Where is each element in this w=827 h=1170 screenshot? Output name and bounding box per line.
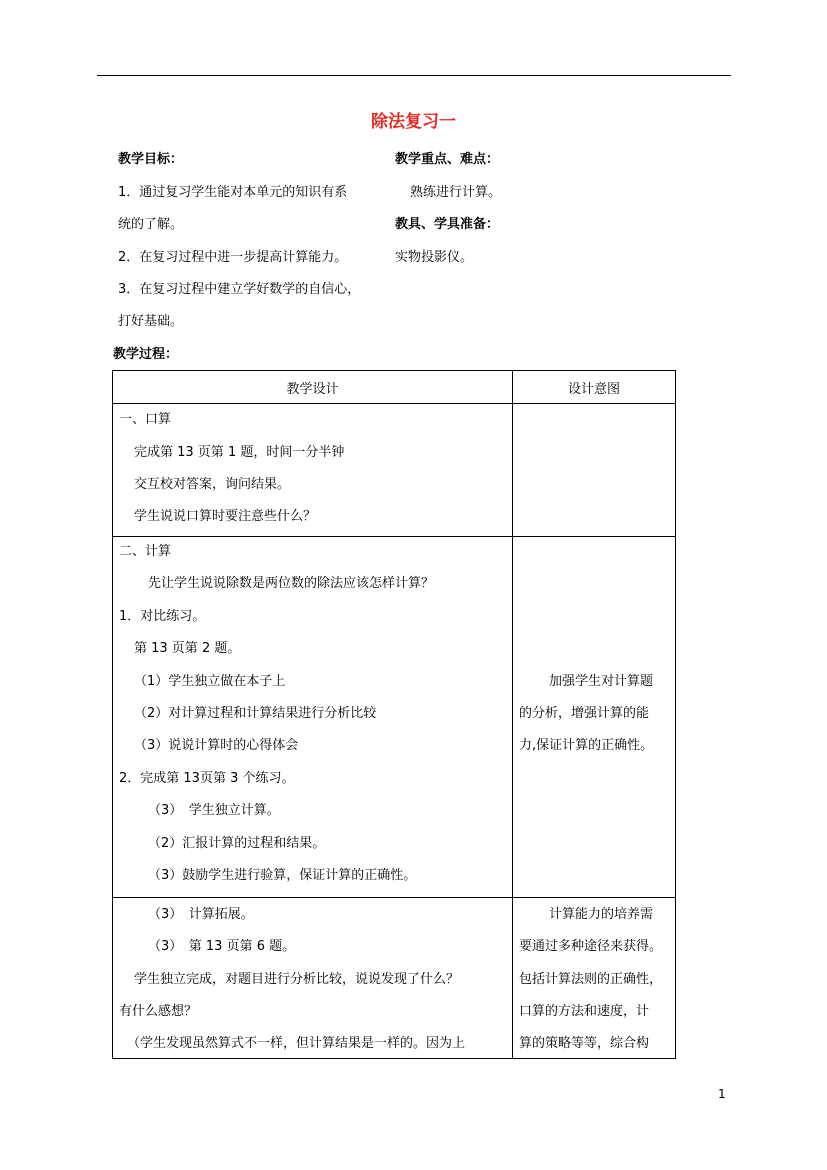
table-row: [113, 404, 676, 537]
section-line: （2）对计算过程和计算结果进行分析比较: [134, 706, 377, 721]
section-line: （学生发现虽然算式不一样，但计算结果是一样的。因为上: [127, 1036, 466, 1051]
intent-line: 包括计算法则的正确性，: [519, 972, 663, 987]
materials-heading: 教具、学具准备：: [395, 217, 500, 232]
process-table: [112, 370, 676, 1059]
section-line: 先让学生说说除数是两位数的除法应该怎样计算？: [148, 576, 435, 591]
section-line: （2）汇报计算的过程和结果。: [148, 836, 326, 851]
keypoints-heading: 教学重点、难点：: [395, 152, 500, 167]
section-line: 完成第 13 页第 1 题，时间一分半钟: [134, 445, 345, 460]
objective-line: 统的了解。: [118, 217, 184, 232]
objective-line: 1．通过复习学生能对本单元的知识有系: [118, 185, 348, 200]
intent-line: 加强学生对计算题: [549, 674, 654, 689]
section-line: （3）鼓励学生进行验算，保证计算的正确性。: [148, 868, 417, 883]
section-line: （1）学生独立做在本子上: [134, 674, 286, 689]
intent-line: 力,保证计算的正确性。: [519, 738, 654, 753]
section-line: （3） 计算拓展。: [148, 907, 254, 922]
section-line: （3） 学生独立计算。: [148, 803, 280, 818]
process-heading: 教学过程：: [113, 347, 179, 362]
section-line: 第 13 页第 2 题。: [134, 641, 241, 656]
keypoints-text: 熟练进行计算。: [410, 185, 502, 200]
section-line: （3） 第 13 页第 6 题。: [148, 939, 296, 954]
objective-line: 3．在复习过程中建立学好数学的自信心，: [118, 282, 361, 297]
page-number: 1: [718, 1087, 726, 1101]
section-line: （3）说说计算时的心得体会: [134, 738, 299, 753]
page-title: 除法复习一: [371, 112, 456, 132]
intent-line: 计算能力的培养需: [549, 907, 654, 922]
objective-line: 2．在复习过程中进一步提高计算能力。: [118, 250, 348, 265]
section-line: 有什么感想？: [119, 1004, 198, 1019]
section-line: 1．对比练习。: [119, 609, 206, 624]
section-line: 2．完成第 13页第 3 个练习。: [119, 771, 295, 786]
table-header-row: [113, 371, 676, 404]
section-line: 学生独立完成，对题目进行分析比较，说说发现了什么？: [134, 972, 460, 987]
table-row: [113, 898, 676, 1059]
section-line: 交互校对答案，询问结果。: [134, 477, 291, 492]
intent-line: 的分析，增强计算的能: [519, 706, 650, 721]
materials-text: 实物投影仪。: [395, 250, 474, 265]
section-line: 学生说说口算时要注意些什么？: [134, 509, 317, 524]
intent-line: 要通过多种途径来获得。: [519, 939, 663, 954]
column-header-intent: 设计意图: [513, 371, 676, 404]
intent-line: 口算的方法和速度，计: [519, 1004, 650, 1019]
column-header-design: 教学设计: [113, 371, 513, 404]
section-line: 二、计算: [119, 544, 172, 559]
section-line: 一、口算: [119, 412, 172, 427]
objectives-heading: 教学目标：: [118, 152, 184, 167]
intent-line: 算的策略等等，综合构: [519, 1036, 650, 1051]
objective-line: 打好基础。: [118, 314, 184, 329]
table-row: [113, 537, 676, 898]
header-rule: [97, 75, 731, 76]
